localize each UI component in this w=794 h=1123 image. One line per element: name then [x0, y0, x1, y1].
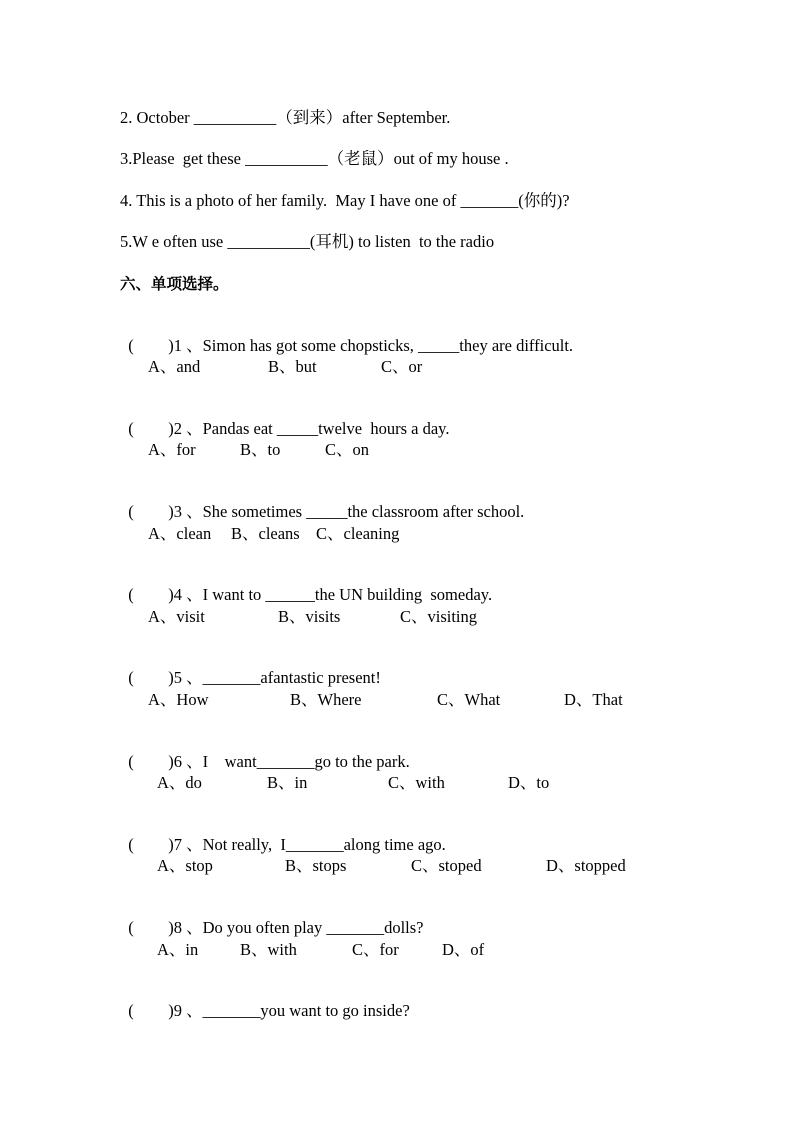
- question-stem: )8 、Do you often play _______dolls?: [168, 918, 424, 937]
- option-c: C、stoped: [411, 856, 482, 875]
- option-b: B、to: [240, 440, 281, 459]
- answer-paren: (: [128, 752, 134, 771]
- option-c: C、for: [352, 940, 399, 959]
- answer-paren: (: [128, 419, 134, 438]
- question-stem: )9 、_______you want to go inside?: [168, 1001, 410, 1020]
- option-d: D、stopped: [546, 856, 626, 875]
- question-7: [120, 815, 446, 855]
- option-b: B、Where: [290, 690, 362, 709]
- option-b: B、in: [267, 773, 308, 792]
- fill-in-item-5: 5.W e often use __________(耳机) to listen to the radio: [120, 232, 495, 251]
- fill-in-item-2: 2. October __________（到来）after September.: [120, 108, 451, 127]
- option-b: B、stops: [285, 856, 347, 875]
- option-c: C、with: [388, 773, 445, 792]
- question-stem: )5 、_______afantastic present!: [168, 668, 381, 687]
- answer-paren: (: [128, 1001, 134, 1020]
- answer-paren: (: [128, 336, 134, 355]
- question-1: [120, 316, 573, 356]
- answer-paren: (: [128, 502, 134, 521]
- question-stem: )7 、Not really, I_______along time ago.: [168, 835, 446, 854]
- question-stem: )6 、I want_______go to the park.: [168, 752, 410, 771]
- question-2: [120, 399, 449, 439]
- section-title: 六、单项选择。: [120, 275, 229, 293]
- option-a: A、in: [157, 940, 199, 959]
- question-4: [120, 565, 492, 605]
- option-b: B、with: [240, 940, 297, 959]
- answer-paren: (: [128, 585, 134, 604]
- option-a: A、do: [157, 773, 202, 792]
- option-c: C、What: [437, 690, 501, 709]
- question-9: [120, 981, 410, 1021]
- question-6: [120, 732, 410, 772]
- option-c: C、on: [325, 440, 370, 459]
- option-a: A、for: [148, 440, 196, 459]
- question-5: [120, 648, 381, 688]
- option-c: C、visiting: [400, 607, 478, 626]
- option-d: D、That: [564, 690, 623, 709]
- fill-in-item-4: 4. This is a photo of her family. May I have one of _______(你的)?: [120, 191, 570, 210]
- question-stem: )4 、I want to ______the UN building someday.: [168, 585, 493, 604]
- question-stem: )2 、Pandas eat _____twelve hours a day.: [168, 419, 450, 438]
- question-stem: )1 、Simon has got some chopsticks, _____they are difficult.: [168, 336, 574, 355]
- question-stem: )3 、She sometimes _____the classroom after school.: [168, 502, 525, 521]
- option-a: A、stop: [157, 856, 213, 875]
- option-a: A、and: [148, 357, 201, 376]
- answer-paren: (: [128, 668, 134, 687]
- answer-paren: (: [128, 918, 134, 937]
- option-b: B、cleans: [231, 524, 300, 543]
- answer-paren: (: [128, 835, 134, 854]
- option-a: A、How: [148, 690, 209, 709]
- option-b: B、visits: [278, 607, 341, 626]
- option-a: A、visit: [148, 607, 205, 626]
- option-b: B、but: [268, 357, 317, 376]
- option-a: A、clean: [148, 524, 212, 543]
- fill-in-item-3: 3.Please get these __________（老鼠）out of my house .: [120, 149, 509, 168]
- question-8: [120, 898, 424, 938]
- option-c: C、cleaning: [316, 524, 400, 543]
- option-d: D、of: [442, 940, 485, 959]
- option-d: D、to: [508, 773, 550, 792]
- question-3: [120, 482, 524, 522]
- option-c: C、or: [381, 357, 423, 376]
